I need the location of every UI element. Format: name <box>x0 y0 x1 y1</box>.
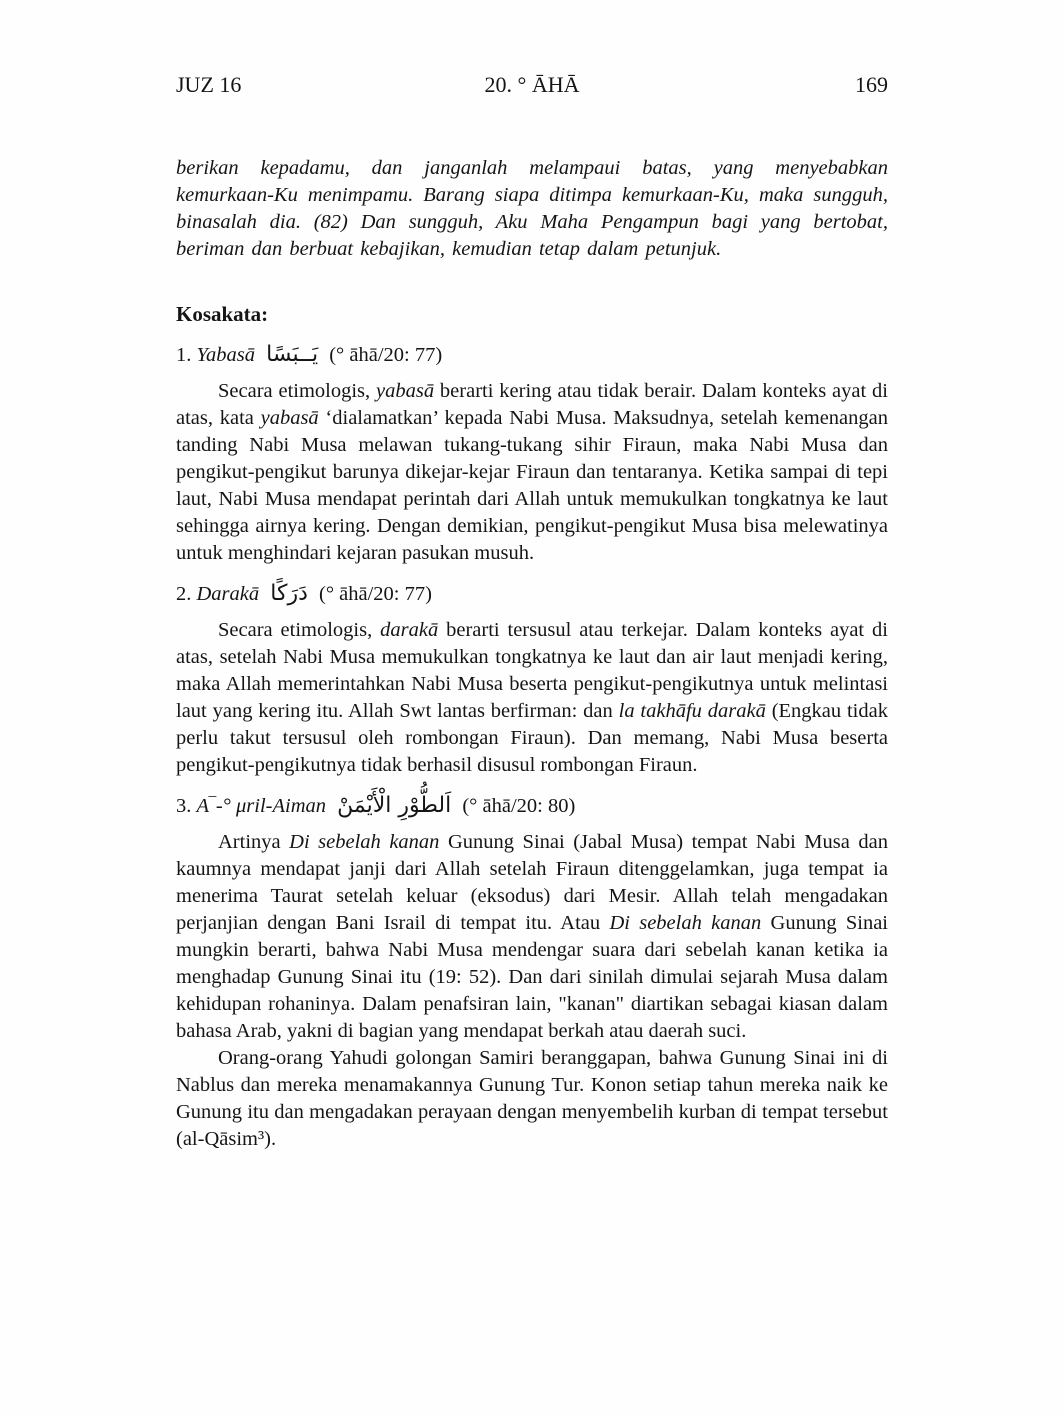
entry-reference: (° āhā/20: 80) <box>462 795 576 817</box>
entry-paragraph: Artinya Di sebelah kanan Gunung Sinai (Jabal Musa) tempat Nabi Musa dan kaumnya mendapat janji dari Allah setelah Firaun ditenggelamkan, juga tempat ia menerima Taurat setelah keluar (eksodus) dari Mesir. Allah telah mengadakan perjanjian dengan Bani Israil di tempat itu. Atau Di sebelah kanan Gunung Sinai mungkin berarti, bahwa Nabi Musa mendengar suara dari sebelah kanan ketika ia menghadap Gunung Sinai itu (19: 52). Dan dari sinilah dimulai sejarah Musa dalam kehidupan rohaninya. Dalam penafsiran lain, "kanan" diartikan sebagai kiasan dalam bahasa Arab, yakni di bagian yang mendapat berkah atau daerah suci. <box>176 831 888 1042</box>
surah-title: 20. ° ĀHĀ <box>484 72 580 97</box>
entry-reference: (° āhā/20: 77) <box>319 583 432 605</box>
translation-paragraph: berikan kepadamu, dan janganlah melampaui batas, yang menyebabkan kemurkaan-Ku menimpamu. Barang siapa ditimpa kemurkaan-Ku, maka sungguh, binasalah dia. (82) Dan sungguh, Aku Maha Pengampun bagi yang bertobat, beriman dan berbuat kebajikan, kemudian tetap dalam petunjuk. <box>176 157 888 260</box>
kosakata-heading: Kosakata: <box>176 302 269 326</box>
entry-paragraph: Orang-orang Yahudi golongan Samiri beranggapan, bahwa Gunung Sinai ini di Nablus dan mereka menamakannya Gunung Tur. Konon setiap tahun mereka naik ke Gunung itu dan mengadakan perayaan dengan menyembelih kurban di tempat tersebut (al-Qāsim³). <box>176 1047 888 1150</box>
kosakata-entry-3 <box>176 789 888 1153</box>
entry-arabic-text: يَــبَسًا <box>266 342 319 367</box>
page-number: 169 <box>855 72 888 97</box>
entry-number: 1. <box>176 344 192 366</box>
entry-paragraph: Secara etimologis, yabasā berarti kering atau tidak berair. Dalam konteks ayat di atas, kata yabasā ‘dialamatkan’ kepada Nabi Musa. Maksudnya, setelah kemenangan tanding Nabi Musa melawan tukang-tukang sihir Firaun, maka Nabi Musa dan pengikut-pengikut barunya dikejar-kejar Firaun dan tentaranya. Ketika sampai di tepi laut, Nabi Musa mendapat perintah dari Allah untuk memukulkan tongkatnya ke laut sehingga airnya kering. Dengan demikian, pengikut-pengikut Musa bisa melewatinya untuk menghindari kejaran pasukan musuh. <box>176 380 888 564</box>
kosakata-entry-2 <box>176 577 888 779</box>
entry-heading <box>176 789 888 823</box>
page-content <box>176 155 888 1153</box>
entry-term: A‾-° μril-Aiman <box>196 795 327 817</box>
entry-arabic-text: دَرَكًا <box>270 581 308 606</box>
entry-term: Darakā <box>196 583 260 605</box>
entry-number: 2. <box>176 583 192 605</box>
kosakata-entry-1 <box>176 338 888 567</box>
entry-heading <box>176 338 888 372</box>
juz-label: JUZ 16 <box>176 72 242 97</box>
page-header <box>176 70 888 100</box>
entry-reference: (° āhā/20: 77) <box>329 344 443 366</box>
entry-term: Yabasā <box>196 344 255 366</box>
entry-paragraph: Secara etimologis, darakā berarti tersusul atau terkejar. Dalam konteks ayat di atas, setelah Nabi Musa memukulkan tongkatnya ke laut dan air laut menjadi kering, maka Allah memerintahkan Nabi Musa beserta pengikut-pengikutnya untuk melintasi laut yang kering itu. Allah Swt lantas berfirman: dan la takhāfu darakā (Engkau tidak perlu takut tersusul oleh rombongan Firaun). Dan memang, Nabi Musa beserta pengikut-pengikutnya tidak berhasil disusul rombongan Firaun. <box>176 619 888 776</box>
entry-number: 3. <box>176 795 192 817</box>
entry-arabic-text: اَلطُّوْرِ الْأَيْمَنْ <box>337 793 452 818</box>
entry-heading <box>176 577 888 611</box>
